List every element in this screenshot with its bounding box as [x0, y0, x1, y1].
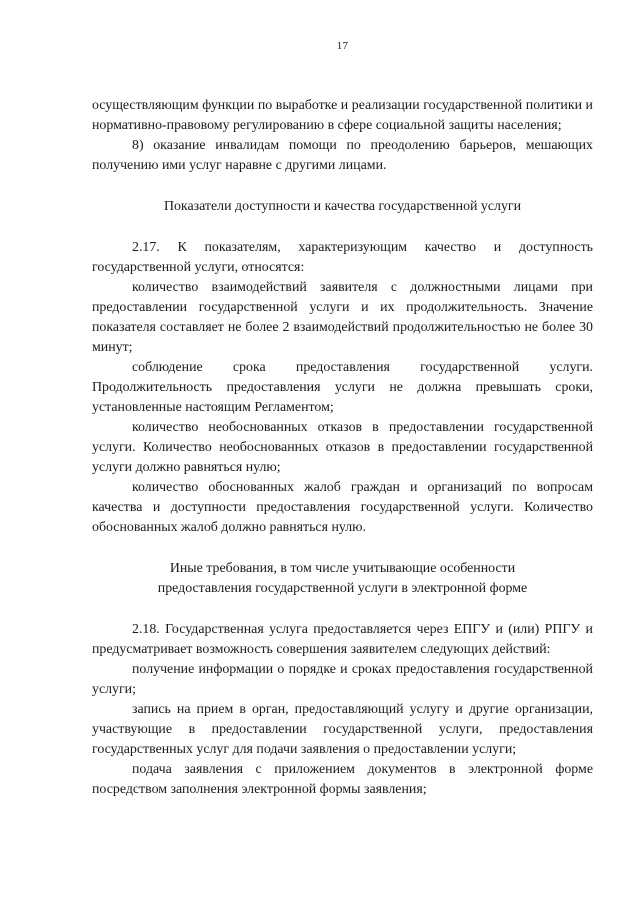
section-heading-line-1: Иные требования, в том числе учитывающие особенности — [169, 561, 516, 576]
paragraph: количество необоснованных отказов в предоставлении государственной услуги. Количество необоснованных отказов в предоставлении государственной услуги должно равняться нулю; — [92, 420, 593, 475]
paragraph: получение информации о порядке и сроках предоставления государственной услуги; — [92, 662, 593, 697]
paragraph: 2.17. К показателям, характеризующим качество и доступность государственной услуги, относятся: — [92, 240, 593, 275]
page-number: 17 — [336, 40, 349, 52]
paragraph: 8) оказание инвалидам помощи по преодолению барьеров, мешающих получению ими услуг наравне с другими лицами. — [92, 138, 593, 173]
paragraph: 2.18. Государственная услуга предоставляется через ЕПГУ и (или) РПГУ и предусматривает возможность совершения заявителем следующих действий: — [92, 622, 593, 657]
paragraph: соблюдение срока предоставления государственной услуги. Продолжительность предоставления услуги не должна превышать сроки, установленные настоящим Регламентом; — [92, 360, 593, 415]
spacer — [92, 599, 593, 620]
paragraph: количество взаимодействий заявителя с должностными лицами при предоставлении государственной услуги и их продолжительность. Значение показателя составляет не более 2 взаимодействий продолжительностью не более 30 минут; — [92, 280, 593, 355]
paragraph: количество обоснованных жалоб граждан и организаций по вопросам качества и доступности предоставления государственной услуги. Количество обоснованных жалоб должно равняться нулю. — [92, 480, 593, 535]
section-heading: Показатели доступности и качества государственной услуги — [163, 199, 522, 214]
paragraph: запись на прием в орган, предоставляющий услугу и другие организации, участвующие в предоставлении государственной услуги, предоставления государственных услуг для подачи заявления о предоставлении услуги; — [92, 702, 593, 757]
section-heading-line-2: предоставления государственной услуги в электронной форме — [157, 581, 528, 596]
spacer — [92, 176, 593, 197]
document-body — [92, 96, 593, 800]
spacer — [92, 538, 593, 559]
spacer — [92, 217, 593, 238]
paragraph: подача заявления с приложением документов в электронной форме посредством заполнения электронной формы заявления; — [92, 762, 593, 797]
paragraph: осуществляющим функции по выработке и реализации государственной политики и нормативно-правовому регулированию в сфере социальной защиты населения; — [92, 98, 593, 133]
